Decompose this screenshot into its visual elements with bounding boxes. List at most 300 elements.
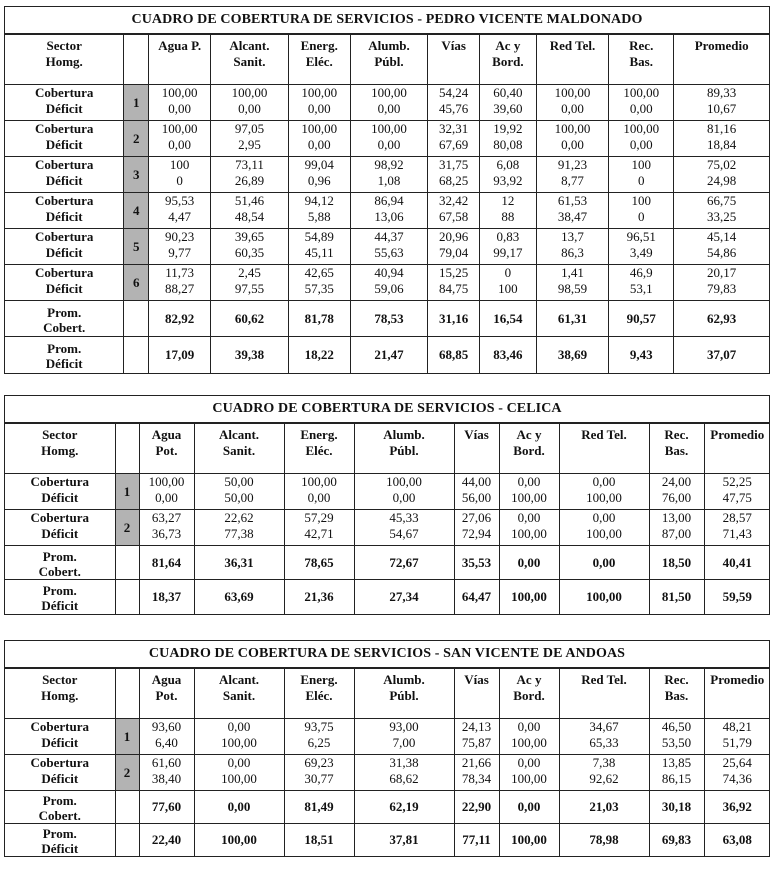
summary-value: 0,00 bbox=[499, 791, 559, 824]
value-cell bbox=[609, 229, 674, 265]
value-cell bbox=[428, 157, 480, 193]
cobertura-value: 6,08 bbox=[496, 157, 520, 172]
value-cell bbox=[649, 510, 704, 546]
value-cell bbox=[139, 719, 194, 755]
column-header-line: Ac y bbox=[495, 38, 521, 53]
deficit-value: 98,59 bbox=[557, 281, 588, 296]
summary-row bbox=[5, 824, 770, 857]
deficit-value: 87,00 bbox=[661, 526, 692, 541]
summary-value: 21,03 bbox=[559, 791, 649, 824]
column-header-line: Rec. bbox=[629, 38, 654, 53]
value-cell bbox=[149, 265, 211, 301]
cobertura-value: 0,00 bbox=[592, 474, 616, 489]
summary-value: 72,67 bbox=[354, 546, 454, 580]
cobertura-value: 90,23 bbox=[165, 229, 195, 244]
deficit-value: 45,11 bbox=[304, 245, 334, 260]
summary-value: 22,90 bbox=[454, 791, 499, 824]
cobertura-value: 20,96 bbox=[438, 229, 469, 244]
summary-value: 59,59 bbox=[704, 580, 770, 614]
summary-value: 77,60 bbox=[139, 791, 194, 824]
cobertura-value: 46,9 bbox=[629, 265, 653, 280]
header-index-blank bbox=[115, 669, 139, 719]
coverage-table-celica bbox=[4, 395, 770, 615]
value-cell bbox=[609, 85, 674, 121]
cobertura-value: 100 bbox=[631, 193, 651, 208]
cobertura-value: 99,04 bbox=[304, 157, 334, 172]
value-cell bbox=[350, 121, 428, 157]
cobertura-value: 61,60 bbox=[151, 755, 182, 770]
summary-label bbox=[5, 580, 115, 614]
value-cell bbox=[479, 229, 536, 265]
value-cell bbox=[428, 265, 480, 301]
cobertura-value: 20,17 bbox=[707, 265, 737, 280]
cobertura-value: 100,00 bbox=[623, 121, 660, 136]
deficit-value: 78,34 bbox=[461, 771, 492, 786]
value-cell bbox=[499, 474, 559, 510]
deficit-value: 93,92 bbox=[493, 173, 523, 188]
sector-index: 6 bbox=[124, 265, 149, 301]
deficit-value: 5,88 bbox=[307, 209, 331, 224]
summary-label bbox=[5, 337, 124, 373]
column-header bbox=[649, 424, 704, 474]
cobertura-value: 98,92 bbox=[374, 157, 404, 172]
value-cell bbox=[149, 85, 211, 121]
header-sector-line: Homg. bbox=[41, 688, 79, 703]
value-cell bbox=[704, 510, 770, 546]
deficit-value: 72,94 bbox=[461, 526, 492, 541]
cobertura-value: 0 bbox=[504, 265, 512, 280]
column-header bbox=[284, 424, 354, 474]
deficit-value: 38,40 bbox=[151, 771, 182, 786]
deficit-value: 30,77 bbox=[304, 771, 334, 786]
deficit-value: 53,1 bbox=[629, 281, 653, 296]
value-cell bbox=[288, 193, 350, 229]
value-cell bbox=[139, 474, 194, 510]
column-header bbox=[454, 424, 499, 474]
summary-value: 22,40 bbox=[139, 824, 194, 857]
value-cell bbox=[288, 85, 350, 121]
cobertura-value: 60,40 bbox=[493, 85, 523, 100]
value-cell bbox=[609, 157, 674, 193]
cobertura-value: 32,42 bbox=[438, 193, 469, 208]
header-sector-line: Homg. bbox=[41, 443, 79, 458]
deficit-value: 0,00 bbox=[155, 490, 178, 505]
value-cell bbox=[559, 474, 649, 510]
deficit-value: 39,60 bbox=[493, 101, 523, 116]
deficit-value: 100,00 bbox=[511, 771, 547, 786]
value-cell bbox=[674, 157, 769, 193]
summary-label-line: Prom. bbox=[47, 304, 82, 320]
value-cell bbox=[288, 229, 350, 265]
deficit-value: 84,75 bbox=[438, 281, 469, 296]
row-labels bbox=[5, 85, 124, 121]
value-cell bbox=[211, 121, 289, 157]
summary-label-line: Prom. bbox=[42, 548, 77, 564]
coverage-table-san-vicente-de-andoas bbox=[4, 640, 770, 857]
cobertura-value: 100,00 bbox=[623, 85, 660, 100]
cobertura-value: 100,00 bbox=[371, 85, 407, 100]
summary-value: 100,00 bbox=[499, 824, 559, 857]
column-header-line: Alumb. bbox=[368, 38, 410, 53]
cobertura-value: 73,11 bbox=[235, 157, 264, 172]
column-header bbox=[428, 35, 480, 85]
cobertura-value: 48,21 bbox=[722, 719, 752, 734]
cobertura-value: 40,94 bbox=[374, 265, 404, 280]
label-cobertura: Cobertura bbox=[30, 510, 89, 525]
summary-value: 81,78 bbox=[288, 301, 350, 337]
value-cell bbox=[284, 510, 354, 546]
deficit-value: 100,00 bbox=[511, 526, 547, 541]
value-cell bbox=[350, 157, 428, 193]
column-header-line: Bas. bbox=[664, 443, 689, 458]
summary-value: 100,00 bbox=[194, 824, 284, 857]
deficit-value: 53,50 bbox=[661, 735, 692, 750]
sector-row bbox=[5, 719, 770, 755]
value-cell bbox=[139, 755, 194, 791]
summary-value: 77,11 bbox=[454, 824, 499, 857]
deficit-value: 48,54 bbox=[234, 209, 265, 224]
deficit-value: 86,15 bbox=[661, 771, 692, 786]
value-cell bbox=[284, 755, 354, 791]
column-header-line: Rec. bbox=[664, 427, 689, 442]
column-header bbox=[284, 669, 354, 719]
deficit-value: 65,33 bbox=[589, 735, 619, 750]
value-cell bbox=[454, 474, 499, 510]
summary-index-blank bbox=[124, 337, 149, 373]
cobertura-value: 0,00 bbox=[227, 719, 251, 734]
summary-value: 31,16 bbox=[428, 301, 480, 337]
deficit-value: 67,58 bbox=[438, 209, 469, 224]
cobertura-value: 42,65 bbox=[304, 265, 334, 280]
cobertura-value: 91,23 bbox=[557, 157, 588, 172]
sector-index: 3 bbox=[124, 157, 149, 193]
column-header-line: Agua bbox=[151, 672, 182, 687]
value-cell bbox=[354, 719, 454, 755]
summary-value: 27,34 bbox=[354, 580, 454, 614]
header-sector bbox=[5, 35, 124, 85]
coverage-table-pedro-vicente-maldonado bbox=[4, 6, 770, 374]
cobertura-value: 15,25 bbox=[438, 265, 469, 280]
deficit-value: 1,08 bbox=[377, 173, 401, 188]
summary-value: 78,98 bbox=[559, 824, 649, 857]
label-cobertura: Cobertura bbox=[30, 755, 89, 770]
value-cell bbox=[149, 193, 211, 229]
summary-value: 30,18 bbox=[649, 791, 704, 824]
summary-label-line: Déficit bbox=[45, 355, 83, 371]
column-header bbox=[194, 424, 284, 474]
value-cell bbox=[288, 265, 350, 301]
cobertura-value: 27,06 bbox=[461, 510, 492, 525]
column-header-line: Ac y bbox=[516, 427, 542, 442]
label-deficit: Déficit bbox=[41, 526, 79, 541]
label-cobertura: Cobertura bbox=[34, 229, 94, 244]
deficit-value: 100 bbox=[498, 281, 518, 296]
row-labels bbox=[5, 474, 115, 510]
sector-row bbox=[5, 265, 769, 301]
value-cell bbox=[194, 510, 284, 546]
column-header-line: Alumb. bbox=[383, 672, 425, 687]
sector-row bbox=[5, 157, 769, 193]
cobertura-value: 75,02 bbox=[707, 157, 737, 172]
deficit-value: 76,00 bbox=[661, 490, 692, 505]
deficit-value: 0,00 bbox=[307, 137, 331, 152]
value-cell bbox=[350, 193, 428, 229]
deficit-value: 100,00 bbox=[511, 490, 547, 505]
cobertura-value: 66,75 bbox=[707, 193, 737, 208]
deficit-value: 74,36 bbox=[722, 771, 752, 786]
label-deficit: Déficit bbox=[45, 137, 83, 152]
cobertura-value: 44,37 bbox=[374, 229, 404, 244]
deficit-value: 71,43 bbox=[722, 526, 752, 541]
column-header bbox=[139, 669, 194, 719]
column-header-line: Red Tel. bbox=[581, 672, 627, 687]
summary-value: 21,47 bbox=[350, 337, 428, 373]
deficit-value: 57,35 bbox=[304, 281, 334, 296]
value-cell bbox=[674, 265, 769, 301]
cobertura-value: 22,62 bbox=[224, 510, 254, 525]
summary-label-line: Cobert. bbox=[43, 319, 86, 335]
summary-label-line: Cobert. bbox=[38, 808, 81, 823]
cobertura-value: 25,64 bbox=[722, 755, 752, 770]
header-index-blank bbox=[124, 35, 149, 85]
deficit-value: 6,25 bbox=[307, 735, 331, 750]
deficit-value: 0,00 bbox=[238, 101, 261, 116]
value-cell bbox=[479, 157, 536, 193]
deficit-value: 0 bbox=[176, 173, 183, 188]
summary-index-blank bbox=[124, 301, 149, 337]
summary-value: 100,00 bbox=[559, 580, 649, 614]
value-cell bbox=[479, 265, 536, 301]
value-cell bbox=[704, 719, 770, 755]
column-header-line: Bord. bbox=[513, 443, 545, 458]
deficit-value: 80,08 bbox=[493, 137, 523, 152]
deficit-value: 100,00 bbox=[221, 771, 257, 786]
cobertura-value: 1,41 bbox=[561, 265, 584, 280]
column-header-line: Promedio bbox=[694, 38, 749, 53]
summary-row bbox=[5, 791, 770, 824]
cobertura-value: 0,00 bbox=[517, 474, 541, 489]
sector-row bbox=[5, 121, 769, 157]
value-cell bbox=[536, 193, 608, 229]
deficit-value: 97,55 bbox=[234, 281, 265, 296]
deficit-value: 0,00 bbox=[168, 137, 192, 152]
deficit-value: 55,63 bbox=[374, 245, 404, 260]
value-cell bbox=[428, 193, 480, 229]
value-cell bbox=[211, 193, 289, 229]
value-cell bbox=[454, 719, 499, 755]
deficit-value: 77,38 bbox=[224, 526, 254, 541]
summary-value: 62,19 bbox=[354, 791, 454, 824]
value-cell bbox=[194, 474, 284, 510]
cobertura-value: 24,13 bbox=[461, 719, 492, 734]
column-header-line: Energ. bbox=[300, 672, 338, 687]
deficit-value: 13,06 bbox=[374, 209, 404, 224]
deficit-value: 0,00 bbox=[629, 137, 653, 152]
value-cell bbox=[559, 719, 649, 755]
label-deficit: Déficit bbox=[41, 490, 79, 505]
deficit-value: 0,00 bbox=[307, 101, 331, 116]
column-header bbox=[139, 424, 194, 474]
value-cell bbox=[194, 719, 284, 755]
deficit-value: 54,86 bbox=[707, 245, 737, 260]
cobertura-value: 96,51 bbox=[626, 229, 656, 244]
sector-row bbox=[5, 85, 769, 121]
deficit-value: 100,00 bbox=[586, 490, 622, 505]
cobertura-value: 100,00 bbox=[371, 121, 407, 136]
summary-value: 37,81 bbox=[354, 824, 454, 857]
summary-value: 63,69 bbox=[194, 580, 284, 614]
column-header-line: Ac y bbox=[516, 672, 542, 687]
header-sector bbox=[5, 669, 115, 719]
label-deficit: Déficit bbox=[41, 735, 79, 750]
cobertura-value: 7,38 bbox=[592, 755, 616, 770]
row-labels bbox=[5, 229, 124, 265]
summary-value: 63,08 bbox=[704, 824, 770, 857]
value-cell bbox=[536, 157, 608, 193]
column-header bbox=[211, 35, 289, 85]
cobertura-value: 93,00 bbox=[389, 719, 419, 734]
deficit-value: 56,00 bbox=[461, 490, 492, 505]
table-title: CUADRO DE COBERTURA DE SERVICIOS - CELICA bbox=[5, 396, 769, 423]
value-cell bbox=[149, 229, 211, 265]
cobertura-value: 61,53 bbox=[557, 193, 588, 208]
label-cobertura: Cobertura bbox=[34, 121, 94, 136]
summary-label bbox=[5, 546, 115, 580]
deficit-value: 0,00 bbox=[561, 137, 584, 152]
value-cell bbox=[350, 265, 428, 301]
deficit-value: 100,00 bbox=[221, 735, 257, 750]
sector-index: 2 bbox=[124, 121, 149, 157]
table-title: CUADRO DE COBERTURA DE SERVICIOS - SAN VICENTE DE ANDOAS bbox=[5, 641, 769, 668]
column-header-line: Rec. bbox=[664, 672, 689, 687]
column-header-line: Eléc. bbox=[305, 443, 333, 458]
deficit-value: 88,27 bbox=[165, 281, 195, 296]
column-header bbox=[649, 669, 704, 719]
sector-index: 1 bbox=[115, 719, 139, 755]
value-cell bbox=[211, 265, 289, 301]
label-deficit: Déficit bbox=[45, 245, 83, 260]
header-row bbox=[5, 669, 770, 719]
deficit-value: 4,47 bbox=[168, 209, 192, 224]
value-cell bbox=[211, 157, 289, 193]
value-cell bbox=[674, 229, 769, 265]
summary-value: 81,50 bbox=[649, 580, 704, 614]
value-cell bbox=[454, 510, 499, 546]
deficit-value: 75,87 bbox=[461, 735, 492, 750]
column-header bbox=[499, 669, 559, 719]
cobertura-value: 52,25 bbox=[722, 474, 752, 489]
deficit-value: 0,00 bbox=[392, 490, 416, 505]
value-cell bbox=[454, 755, 499, 791]
cobertura-value: 50,00 bbox=[224, 474, 254, 489]
value-cell bbox=[499, 510, 559, 546]
value-cell bbox=[288, 121, 350, 157]
cobertura-value: 100,00 bbox=[161, 121, 198, 136]
cobertura-value: 11,73 bbox=[165, 265, 195, 280]
column-header-line: Públ. bbox=[389, 688, 419, 703]
cobertura-value: 69,23 bbox=[304, 755, 334, 770]
summary-row bbox=[5, 546, 770, 580]
column-header-line: Sanit. bbox=[222, 688, 256, 703]
value-cell bbox=[674, 85, 769, 121]
row-labels bbox=[5, 121, 124, 157]
value-cell bbox=[609, 265, 674, 301]
deficit-value: 33,25 bbox=[707, 209, 737, 224]
summary-index-blank bbox=[115, 824, 139, 857]
value-cell bbox=[284, 719, 354, 755]
column-header-line: Alcant. bbox=[229, 38, 270, 53]
cobertura-value: 54,24 bbox=[438, 85, 469, 100]
header-sector-line: Sector bbox=[46, 38, 82, 53]
column-header-line: Energ. bbox=[300, 38, 338, 53]
deficit-value: 38,47 bbox=[557, 209, 588, 224]
column-header bbox=[559, 424, 649, 474]
cobertura-value: 100,00 bbox=[161, 85, 198, 100]
cobertura-value: 0,00 bbox=[227, 755, 251, 770]
deficit-value: 99,17 bbox=[493, 245, 523, 260]
deficit-value: 0 bbox=[637, 173, 645, 188]
summary-value: 83,46 bbox=[479, 337, 536, 373]
sector-index: 1 bbox=[124, 85, 149, 121]
label-deficit: Déficit bbox=[41, 771, 79, 786]
summary-value: 21,36 bbox=[284, 580, 354, 614]
label-deficit: Déficit bbox=[45, 101, 83, 116]
column-header bbox=[288, 35, 350, 85]
summary-label-line: Cobert. bbox=[38, 563, 81, 579]
cobertura-value: 31,38 bbox=[389, 755, 419, 770]
summary-value: 36,92 bbox=[704, 791, 770, 824]
column-header bbox=[350, 35, 428, 85]
column-header-line: Bas. bbox=[629, 54, 653, 69]
value-cell bbox=[149, 121, 211, 157]
summary-value: 78,65 bbox=[284, 546, 354, 580]
label-cobertura: Cobertura bbox=[34, 157, 94, 172]
coverage-table bbox=[5, 34, 769, 373]
cobertura-value: 19,92 bbox=[493, 121, 523, 136]
deficit-value: 59,06 bbox=[374, 281, 404, 296]
deficit-value: 51,79 bbox=[722, 735, 752, 750]
cobertura-value: 100,00 bbox=[301, 85, 338, 100]
deficit-value: 8,77 bbox=[561, 173, 584, 188]
value-cell bbox=[704, 474, 770, 510]
summary-value: 68,85 bbox=[428, 337, 480, 373]
header-sector bbox=[5, 424, 115, 474]
summary-value: 36,31 bbox=[194, 546, 284, 580]
summary-value: 38,69 bbox=[536, 337, 608, 373]
value-cell bbox=[350, 85, 428, 121]
column-header-line: Agua P. bbox=[158, 38, 202, 53]
deficit-value: 0,00 bbox=[168, 101, 192, 116]
summary-index-blank bbox=[115, 791, 139, 824]
cobertura-value: 54,89 bbox=[304, 229, 334, 244]
value-cell bbox=[194, 755, 284, 791]
summary-value: 40,41 bbox=[704, 546, 770, 580]
deficit-value: 67,69 bbox=[438, 137, 469, 152]
column-header-line: Sanit. bbox=[233, 54, 266, 69]
row-labels bbox=[5, 265, 124, 301]
cobertura-value: 93,60 bbox=[151, 719, 182, 734]
summary-label-line: Prom. bbox=[47, 340, 82, 356]
column-header-line: Alcant. bbox=[218, 427, 260, 442]
deficit-value: 0,00 bbox=[629, 101, 653, 116]
cobertura-value: 89,33 bbox=[707, 85, 737, 100]
header-sector-line: Homg. bbox=[45, 54, 83, 69]
deficit-value: 54,67 bbox=[389, 526, 419, 541]
label-cobertura: Cobertura bbox=[34, 193, 94, 208]
column-header-line: Públ. bbox=[389, 443, 419, 458]
value-cell bbox=[428, 121, 480, 157]
label-cobertura: Cobertura bbox=[30, 474, 89, 489]
